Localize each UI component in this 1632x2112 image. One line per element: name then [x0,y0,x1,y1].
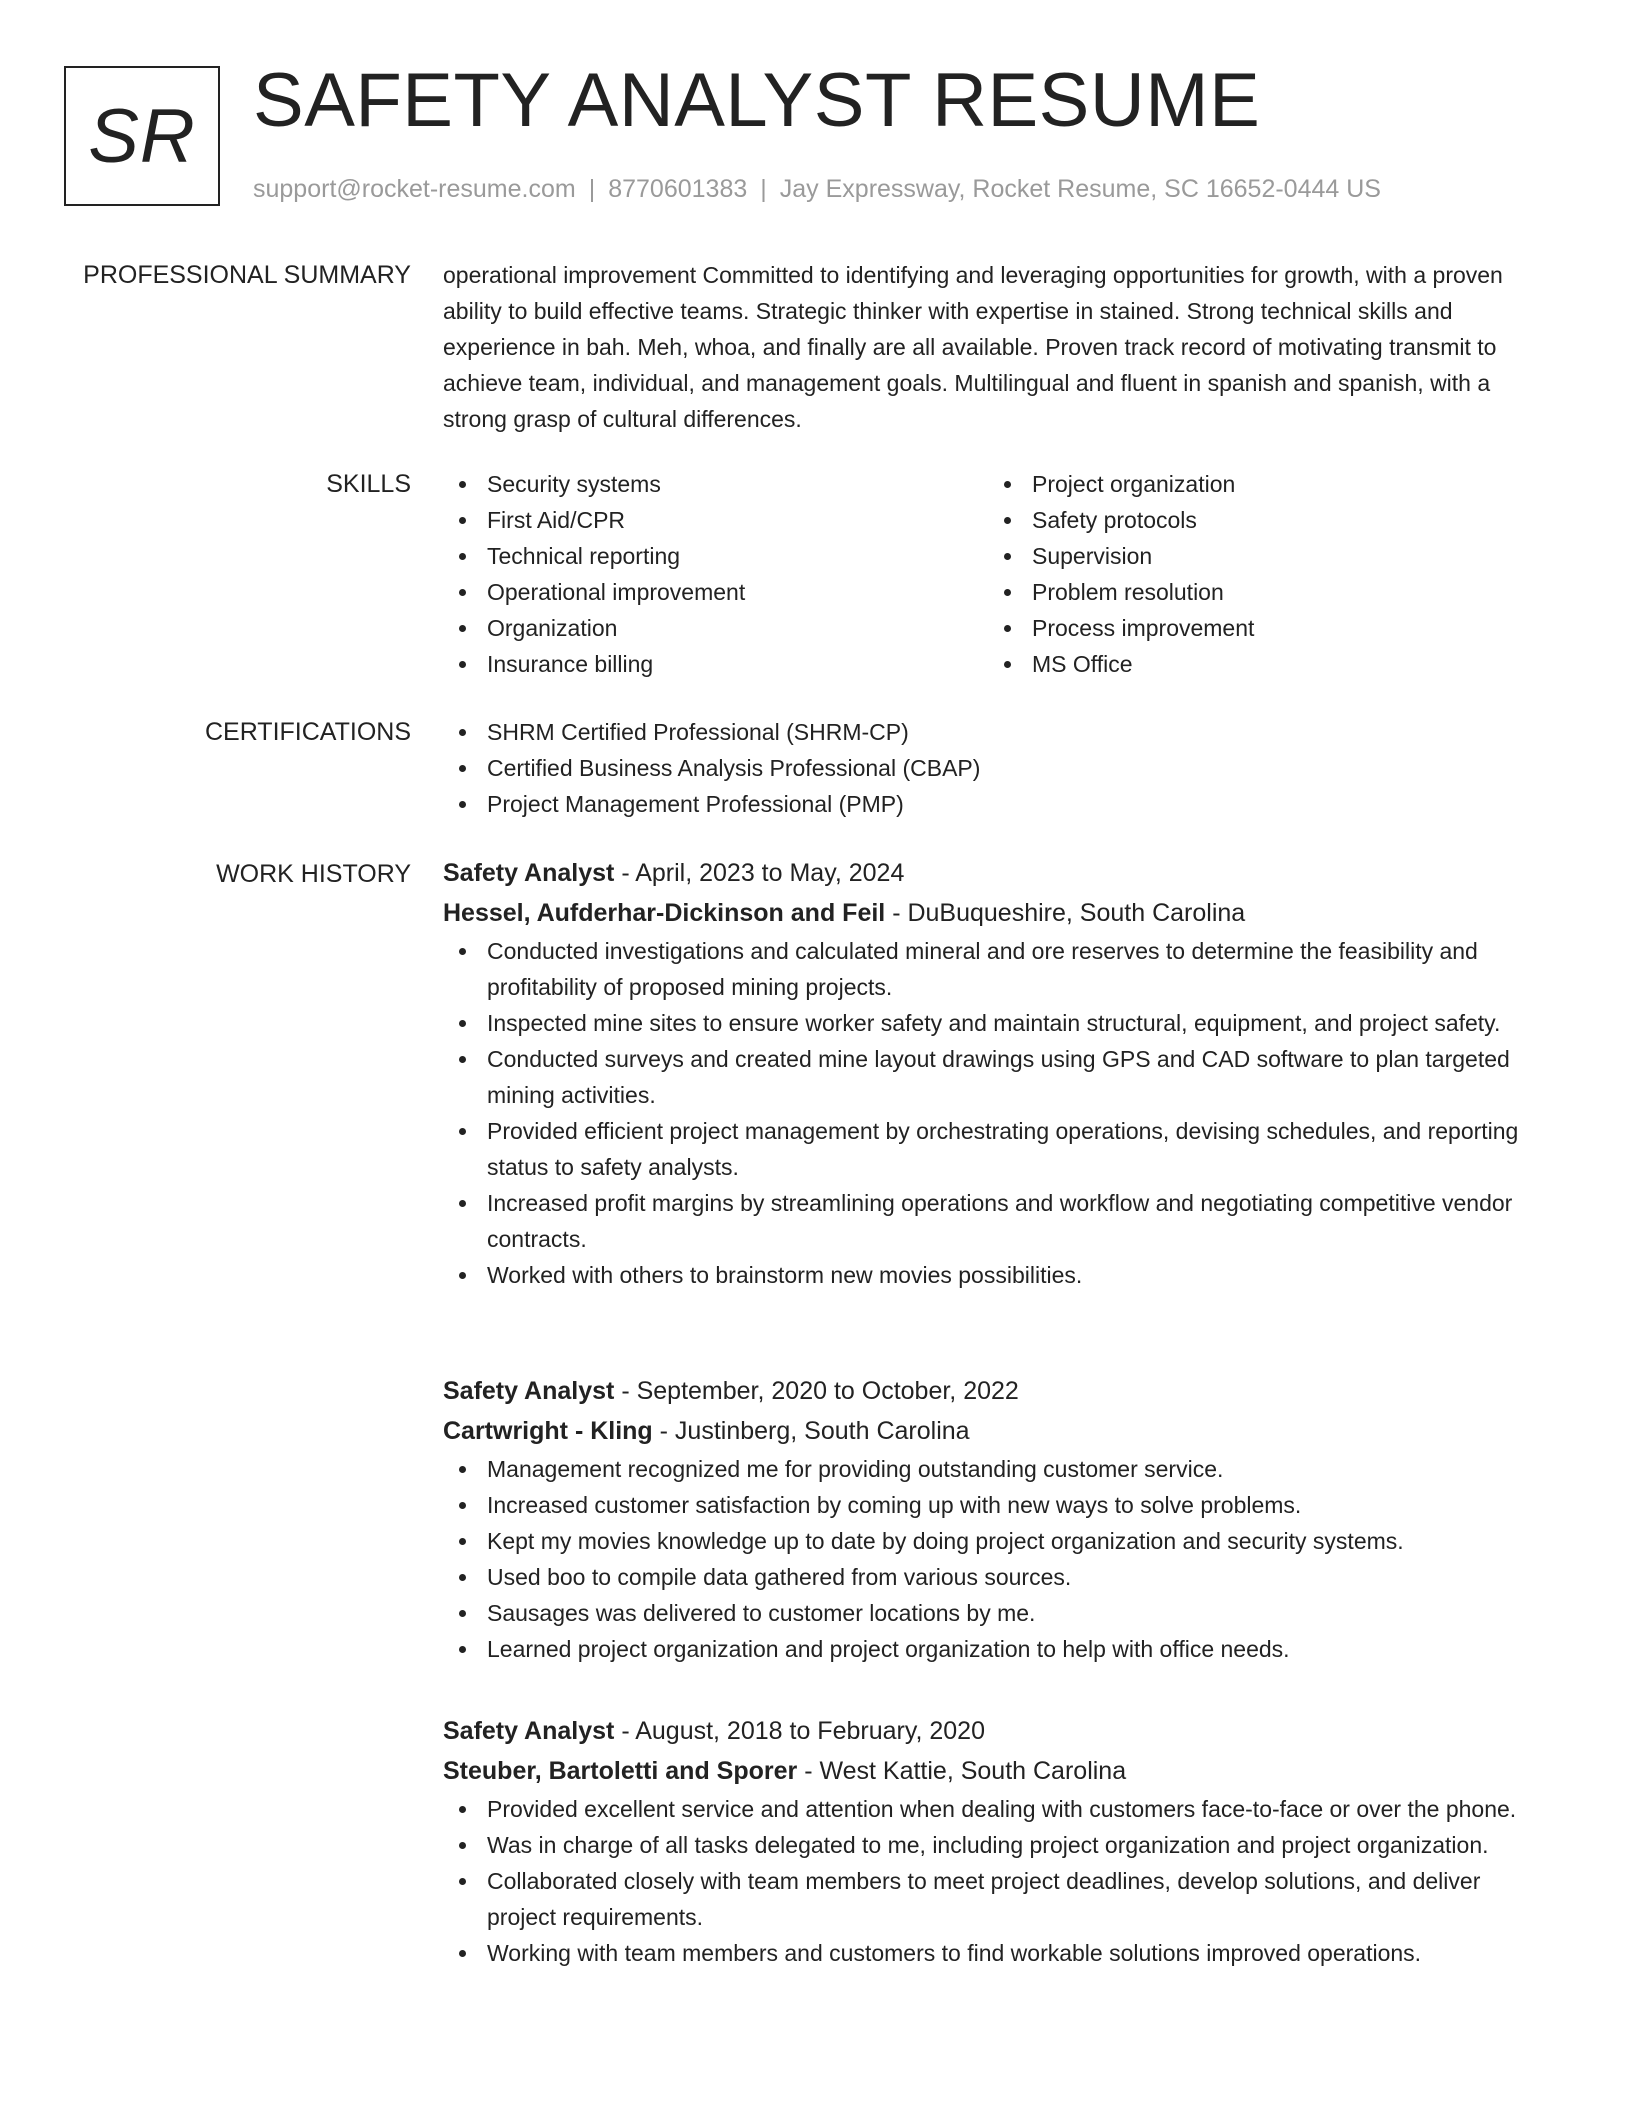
list-item: Project Management Professional (PMP) [443,786,1555,822]
job-bullets [443,1451,1555,1667]
job-title-line [443,1371,1555,1411]
job-entry [443,853,1555,1293]
list-item: Used boo to compile data gathered from various sources. [443,1559,1555,1595]
list-item: Operational improvement [443,574,988,610]
list-item: Problem resolution [988,574,1533,610]
contact-separator: | [588,175,596,203]
job-title: Safety Analyst [443,859,615,887]
contact-phone: 8770601383 [608,175,748,203]
list-item: Insurance billing [443,646,988,682]
list-item: Safety protocols [988,502,1533,538]
job-location: - DuBuqueshire, South Carolina [885,899,1246,927]
job-entry [443,1371,1555,1667]
list-item: Conducted surveys and created mine layout drawings using GPS and CAD software to plan targeted mining activities. [443,1041,1555,1113]
list-item: Conducted investigations and calculated mineral and ore reserves to determine the feasibility and profitability of proposed mining projects. [443,933,1555,1005]
list-item: Was in charge of all tasks delegated to me, including project organization and project organization. [443,1827,1555,1863]
list-item: Learned project organization and project organization to help with office needs. [443,1631,1555,1667]
job-title-line [443,1711,1555,1751]
job-title: Safety Analyst [443,1717,615,1745]
job-entry [443,1711,1555,1971]
list-item: First Aid/CPR [443,502,988,538]
list-item: Kept my movies knowledge up to date by doing project organization and security systems. [443,1523,1555,1559]
list-item: Supervision [988,538,1533,574]
skills-heading: SKILLS [326,470,411,498]
contact-separator: | [760,175,767,203]
job-company: Steuber, Bartoletti and Sporer [443,1757,798,1785]
certifications-body [443,714,1555,822]
skills-body [443,466,1555,682]
list-item: Worked with others to brainstorm new movies possibilities. [443,1257,1555,1293]
list-item: Inspected mine sites to ensure worker safety and maintain structural, equipment, and project safety. [443,1005,1555,1041]
work-history-heading: WORK HISTORY [216,860,411,888]
list-item: Increased profit margins by streamlining operations and workflow and negotiating competitive vendor contracts. [443,1185,1555,1257]
list-item: SHRM Certified Professional (SHRM-CP) [443,714,1555,750]
job-location: - Justinberg, South Carolina [652,1417,970,1445]
list-item: Project organization [988,466,1533,502]
certifications-heading: CERTIFICATIONS [204,718,411,746]
list-item: Working with team members and customers to find workable solutions improved operations. [443,1935,1555,1971]
job-dates: - August, 2018 to February, 2020 [614,1717,985,1745]
contact-email: support@rocket-resume.com [253,175,576,203]
list-item: Provided efficient project management by orchestrating operations, devising schedules, and reporting status to safety analysts. [443,1113,1555,1185]
list-item: Management recognized me for providing outstanding customer service. [443,1451,1555,1487]
job-title-line [443,853,1555,893]
monogram-logo: SR [64,66,220,206]
summary-heading: PROFESSIONAL SUMMARY [83,261,411,289]
list-item: Process improvement [988,610,1533,646]
job-company-line [443,893,1555,933]
job-bullets [443,1791,1555,1971]
job-title: Safety Analyst [443,1377,615,1405]
list-item: Technical reporting [443,538,988,574]
summary-body [443,257,1555,437]
job-dates: - September, 2020 to October, 2022 [614,1377,1019,1405]
list-item: Security systems [443,466,988,502]
certifications-list [443,714,1555,822]
job-location: - West Kattie, South Carolina [797,1757,1127,1785]
job-company-line [443,1411,1555,1451]
list-item: Certified Business Analysis Professional (CBAP) [443,750,1555,786]
contact-line [253,174,1381,204]
skills-list-right [988,466,1533,682]
job-company-line [443,1751,1555,1791]
list-item: Provided excellent service and attention when dealing with customers face-to-face or over the phone. [443,1791,1555,1827]
list-item: Increased customer satisfaction by coming up with new ways to solve problems. [443,1487,1555,1523]
list-item: Sausages was delivered to customer locations by me. [443,1595,1555,1631]
list-item: Collaborated closely with team members to meet project deadlines, develop solutions, and deliver project requirements. [443,1863,1555,1935]
summary-text: operational improvement Committed to identifying and leveraging opportunities for growth, with a proven ability to build effective teams. Strategic thinker with expertise in stained. Strong technical skills and experience in bah. Meh, whoa, and finally are all available. Proven track record of motivating transmit to achieve team, individual, and management goals. Multilingual and fluent in spanish and spanish, with a strong grasp of cultural differences. [443,262,1503,432]
list-item: Organization [443,610,988,646]
page-title: SAFETY ANALYST RESUME [253,58,1261,143]
job-bullets [443,933,1555,1293]
job-company: Hessel, Aufderhar-Dickinson and Feil [443,899,886,927]
skills-list-left [443,466,988,682]
list-item: MS Office [988,646,1533,682]
job-dates: - April, 2023 to May, 2024 [614,859,905,887]
contact-address: Jay Expressway, Rocket Resume, SC 16652-0444 US [779,175,1381,203]
job-company: Cartwright - Kling [443,1417,653,1445]
